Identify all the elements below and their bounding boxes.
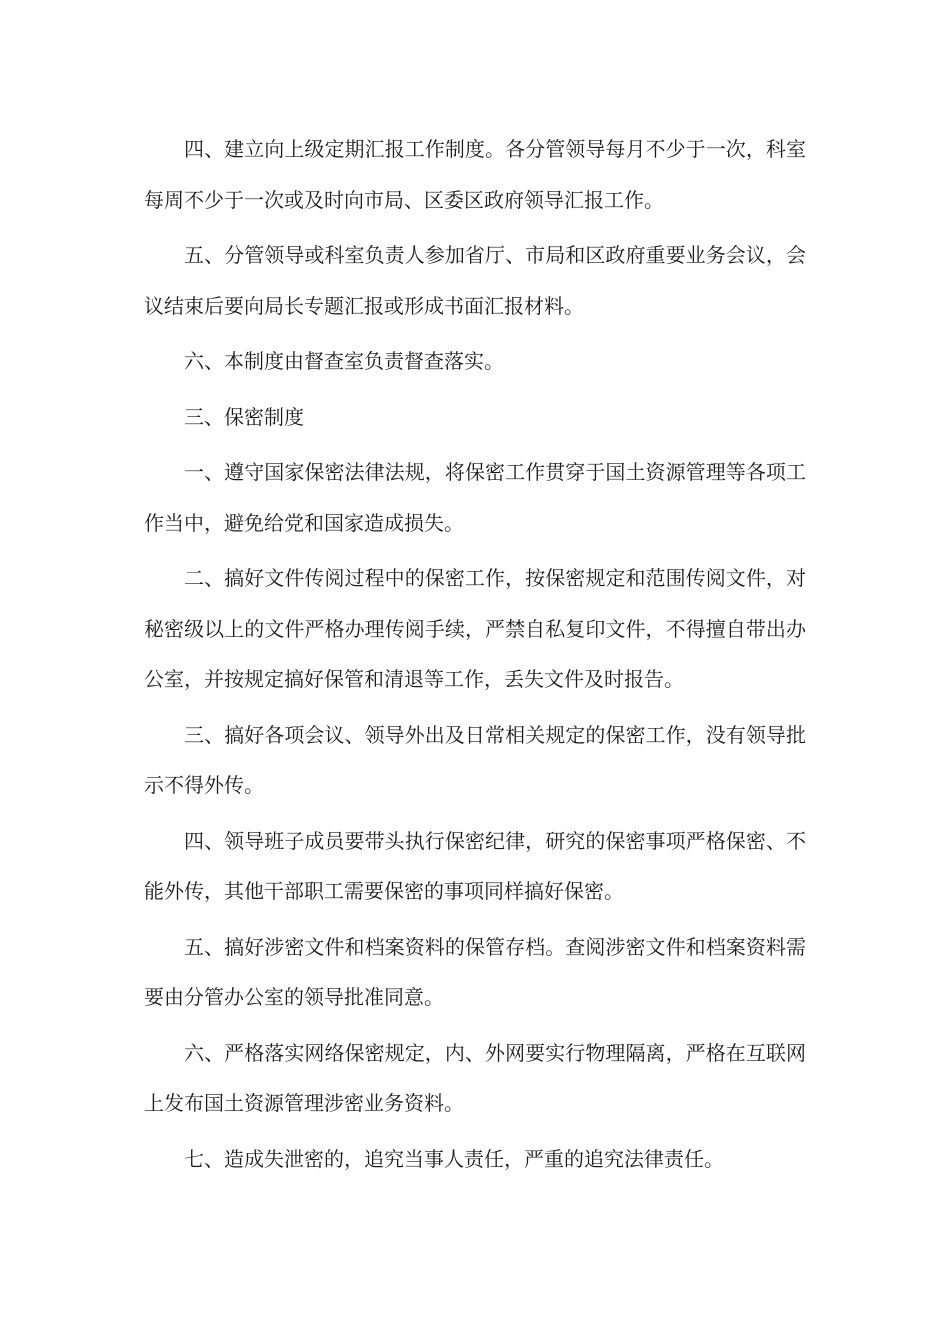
paragraph-confidentiality-6: 六、严格落实网络保密规定，内、外网要实行物理隔离，严格在互联网上发布国土资源管理涉密业务资料。 <box>144 1040 806 1115</box>
paragraph-confidentiality-7: 七、造成失泄密的，追究当事人责任，严重的追究法律责任。 <box>184 1146 724 1171</box>
paragraph-confidentiality-3: 三、搞好各项会议、领导外出及日常相关规定的保密工作，没有领导批示不得外传。 <box>144 722 806 797</box>
paragraph-confidentiality-2: 二、搞好文件传阅过程中的保密工作，按保密规定和范围传阅文件，对秘密级以上的文件严格办理传阅手续，严禁自私复印文件，不得擅自带出办公室，并按规定搞好保管和清退等工作，丢失文件及时报告。 <box>144 566 806 691</box>
paragraph-report-system: 四、建立向上级定期汇报工作制度。各分管领导每月不少于一次，科室每周不少于一次或及时向市局、区委区政府领导汇报工作。 <box>144 137 806 212</box>
paragraph-confidentiality-5: 五、搞好涉密文件和档案资料的保管存档。查阅涉密文件和档案资料需要由分管办公室的领导批准同意。 <box>144 934 806 1009</box>
paragraph-confidentiality-1: 一、遵守国家保密法律法规，将保密工作贯穿于国土资源管理等各项工作当中，避免给党和国家造成损失。 <box>144 460 806 535</box>
paragraph-supervision: 六、本制度由督查室负责督查落实。 <box>184 349 504 373</box>
paragraph-confidentiality-4: 四、领导班子成员要带头执行保密纪律，研究的保密事项严格保密、不能外传，其他干部职工需要保密的事项同样搞好保密。 <box>144 828 806 903</box>
paragraph-meeting-report: 五、分管领导或科室负责人参加省厅、市局和区政府重要业务会议，会议结束后要向局长专题汇报或形成书面汇报材料。 <box>144 243 806 318</box>
document-body <box>144 124 806 1189</box>
section-heading-confidentiality: 三、保密制度 <box>184 404 304 429</box>
